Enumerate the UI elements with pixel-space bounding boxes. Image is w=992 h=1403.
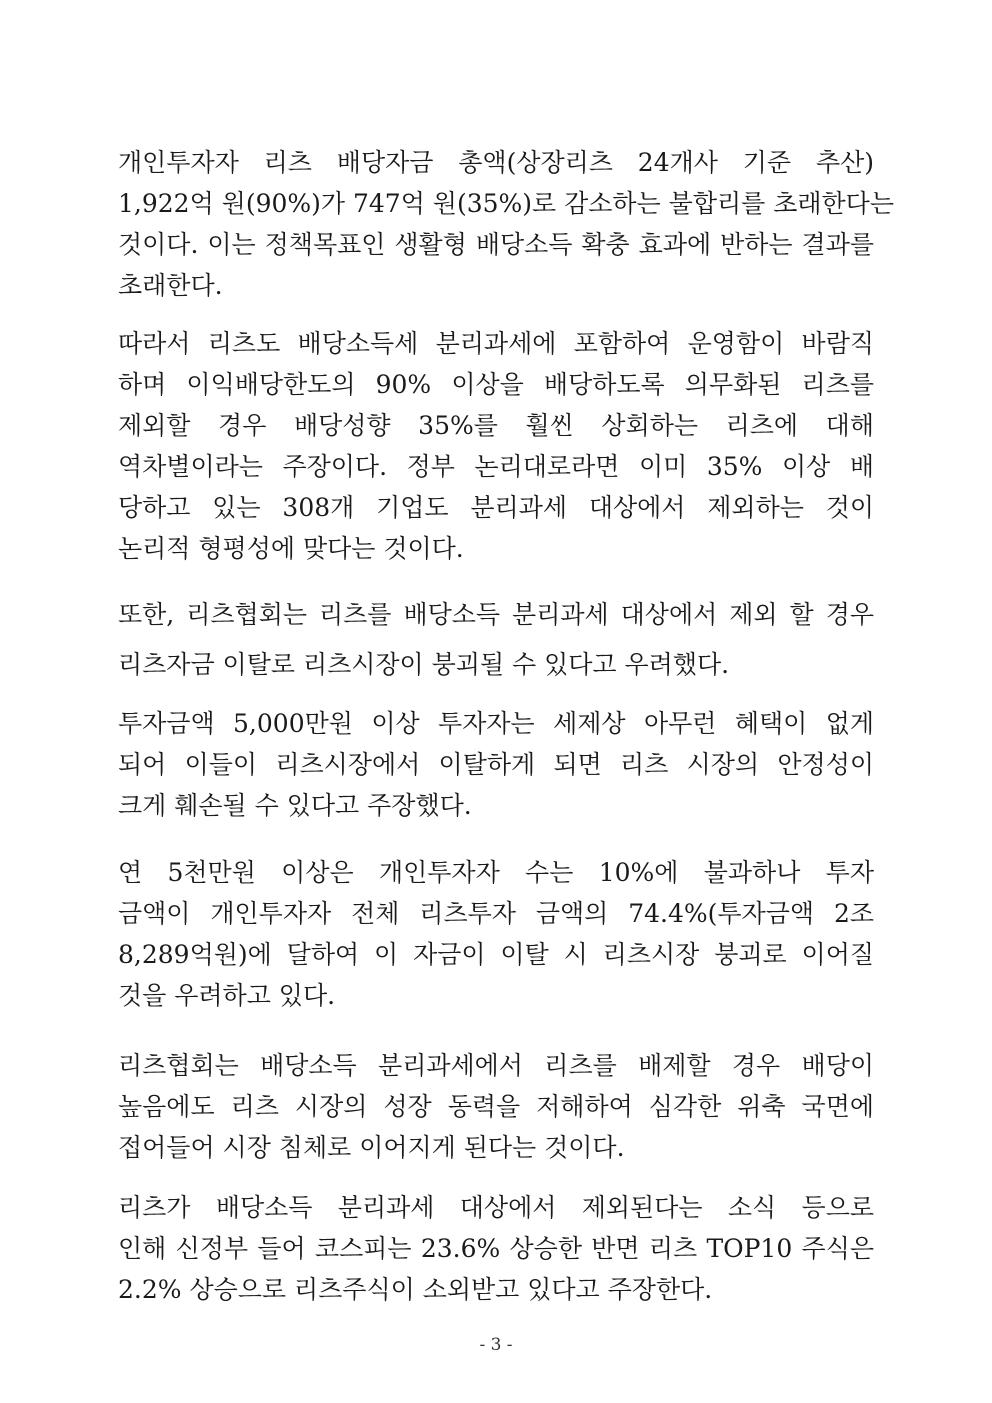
text-line: 투자금액 5,000만원 이상 투자자는 세제상 아무런 혜택이 없게 xyxy=(118,709,874,738)
text-line: 접어들어 시장 침체로 이어지게 된다는 것이다. xyxy=(118,1133,625,1162)
text-line: 리츠자금 이탈로 리츠시장이 붕괴될 수 있다고 우려했다. xyxy=(118,650,730,679)
text-line: 인해 신정부 들어 코스피는 23.6% 상승한 반면 리츠 TOP10 주식은 xyxy=(118,1234,874,1263)
text-line: 것이다. 이는 정책목표인 생활형 배당소득 확충 효과에 반하는 결과를 xyxy=(118,230,874,259)
paragraph-investment-share xyxy=(118,852,874,1016)
text-line: 논리적 형평성에 맞다는 것이다. xyxy=(118,534,464,563)
paragraph-large-investors xyxy=(118,703,874,826)
text-line: 또한, 리츠협회는 리츠를 배당소득 분리과세 대상에서 제외 할 경우 xyxy=(118,600,874,629)
text-line: 제외할 경우 배당성향 35%를 훨씬 상회하는 리츠에 대해 xyxy=(118,411,874,440)
text-line: 높음에도 리츠 시장의 성장 동력을 저해하여 심각한 위축 국면에 xyxy=(118,1092,874,1121)
text-line: 초래한다. xyxy=(118,271,223,300)
text-line: 2.2% 상승으로 리츠주식이 소외받고 있다고 주장한다. xyxy=(118,1275,713,1304)
text-line: 따라서 리츠도 배당소득세 분리과세에 포함하여 운영함이 바람직 xyxy=(118,329,874,358)
page-number: - 3 - xyxy=(479,1335,513,1355)
text-line: 되어 이들이 리츠시장에서 이탈하게 되면 리츠 시장의 안정성이 xyxy=(118,750,874,779)
paragraph-association-concern xyxy=(118,594,874,685)
text-line: 당하고 있는 308개 기업도 분리과세 대상에서 제외하는 것이 xyxy=(118,493,874,522)
text-line: 8,289억원)에 달하여 이 자금이 이탈 시 리츠시장 붕괴로 이어질 xyxy=(118,940,874,969)
text-line: 역차별이라는 주장이다. 정부 논리대로라면 이미 35% 이상 배 xyxy=(118,452,874,481)
paragraph-market-stagnation xyxy=(118,1045,874,1168)
text-line: 리츠가 배당소득 분리과세 대상에서 제외된다는 소식 등으로 xyxy=(118,1193,874,1222)
text-line: 리츠협회는 배당소득 분리과세에서 리츠를 배제할 경우 배당이 xyxy=(118,1051,874,1080)
paragraph-reverse-discrimination xyxy=(118,323,874,569)
text-line: 1,922억 원(90%)가 747억 원(35%)로 감소하는 불합리를 초래한다는 xyxy=(118,189,894,218)
paragraph-kospi-comparison xyxy=(118,1187,874,1310)
text-line: 하며 이익배당한도의 90% 이상을 배당하도록 의무화된 리츠를 xyxy=(118,370,874,399)
text-line: 연 5천만원 이상은 개인투자자 수는 10%에 불과하나 투자 xyxy=(118,858,874,887)
text-line: 것을 우려하고 있다. xyxy=(118,981,336,1010)
text-line: 금액이 개인투자자 전체 리츠투자 금액의 74.4%(투자금액 2조 xyxy=(118,899,874,928)
text-line: 개인투자자 리츠 배당자금 총액(상장리츠 24개사 기준 추산) xyxy=(118,148,874,177)
text-line: 크게 훼손될 수 있다고 주장했다. xyxy=(118,791,472,820)
paragraph-dividend-total xyxy=(118,142,894,306)
